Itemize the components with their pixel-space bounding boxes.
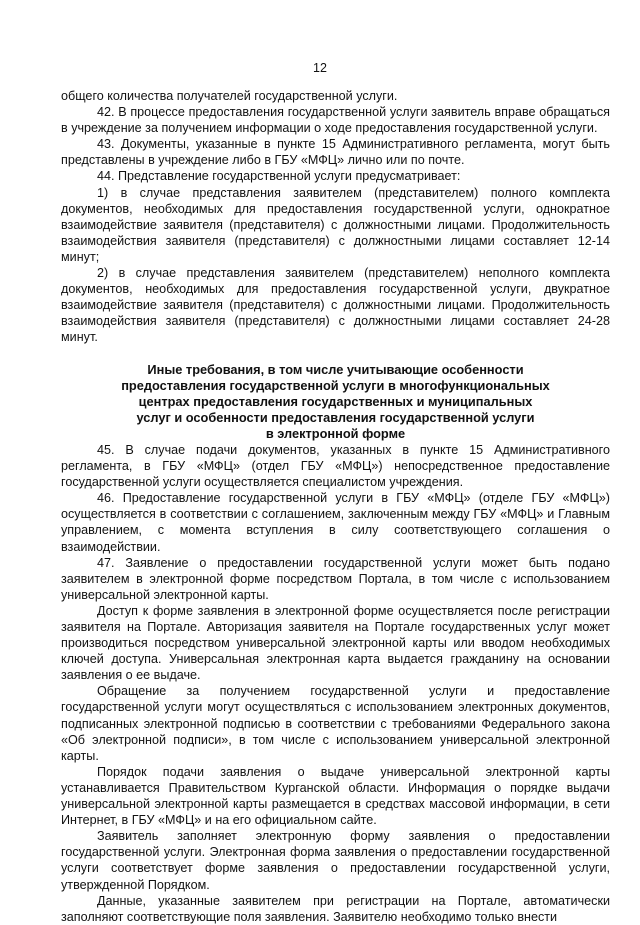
paragraph-44-item-1: 1) в случае представления заявителем (представителем) полного комплекта документов, необходимых для предоставления государственной услуги, однократное взаимодействие заявителя (представителя) с должностными лицами. Продолжительность взаимодействия заявителя (представителя) с должностными лицами составляет 12-14 минут; bbox=[61, 185, 610, 264]
heading-line: услуг и особенности предоставления государственной услуги bbox=[136, 409, 535, 425]
heading-line: центрах предоставления государственных и муниципальных bbox=[138, 393, 533, 409]
heading-line: предоставления государственной услуги в многофункциональных bbox=[121, 377, 550, 393]
heading-line: Иные требования, в том числе учитывающие особенности bbox=[147, 361, 524, 377]
paragraph-continuation: общего количества получателей государственной услуги. bbox=[61, 89, 398, 103]
paragraph-46: 46. Предоставление государственной услуги в ГБУ «МФЦ» (отделе ГБУ «МФЦ») осуществляется в соответствии с соглашением, заключенным между ГБУ «МФЦ» и Главным управлением, с момента вступления в силу соответствующего соглашения о взаимодействии. bbox=[61, 491, 610, 554]
heading-line: в электронной форме bbox=[265, 425, 406, 441]
paragraph-45: 45. В случае подачи документов, указанных в пункте 15 Административного регламента, в ГБУ «МФЦ» (отдел ГБУ «МФЦ») непосредственное предоставление государственной услуги осуществляется специалистом учреждения. bbox=[61, 442, 610, 490]
paragraph-42: 42. В процессе предоставления государственной услуги заявитель вправе обращаться в учреждение за получением информации о ходе предоставления государственной услуги. bbox=[61, 105, 610, 136]
paragraph-44: 44. Представление государственной услуги предусматривает: bbox=[97, 169, 461, 184]
section-heading bbox=[61, 362, 610, 442]
paragraph-auto-fill: Данные, указанные заявителем при регистрации на Портале, автоматически заполняют соответствующие поля заявления. Заявителю необходимо только внести bbox=[61, 893, 610, 924]
document-body bbox=[61, 88, 610, 925]
paragraph-portal-access: Доступ к форме заявления в электронной форме осуществляется после регистрации заявителя на Портале. Авторизация заявителя на Портале государственных услуг может производиться посредством универсальной электронной карты или вводом необходимых ключей доступа. Универсальная электронная карта выдается гражданину на основании заявления о ее выдаче. bbox=[61, 603, 610, 683]
paragraph-card-issue: Порядок подачи заявления о выдаче универсальной электронной карты устанавливается Правительством Курганской области. Информация о порядке выдачи универсальной электронной карты размещается в средствах массовой информации, в сети Интернет, в ГБУ «МФЦ» и на его официальном сайте. bbox=[61, 764, 610, 828]
paragraph-47: 47. Заявление о предоставлении государственной услуги может быть подано заявителем в электронной форме посредством Портала, в том числе с использованием универсальной электронной карты. bbox=[61, 555, 610, 602]
paragraph-43: 43. Документы, указанные в пункте 15 Административного регламента, могут быть представлены в учреждение либо в ГБУ «МФЦ» лично или по почте. bbox=[61, 137, 610, 168]
paragraph-application-form: Заявитель заполняет электронную форму заявления о предоставлении государственной услуги. Электронная форма заявления о предоставлении государственной услуги соответствует форме заявления о предоставлении государственной услуги, утвержденной Порядком. bbox=[61, 829, 610, 892]
page-number: 12 bbox=[313, 61, 327, 75]
paragraph-44-item-2: 2) в случае представления заявителем (представителем) неполного комплекта документов, необходимых для предоставления государственной услуги, двукратное взаимодействие заявителя (представителя) с должностными лицами. Продолжительность взаимодействия заявителя (представителя) с должностными лицами составляет 24-28 минут. bbox=[61, 266, 610, 345]
paragraph-electronic-documents: Обращение за получением государственной услуги и предоставление государственной услуги могут осуществляться с использованием электронных документов, подписанных электронной подписью в соответствии с требованиями Федерального закона «Об электронной подписи», в том числе с использованием универсальной электронной карты. bbox=[61, 684, 610, 763]
